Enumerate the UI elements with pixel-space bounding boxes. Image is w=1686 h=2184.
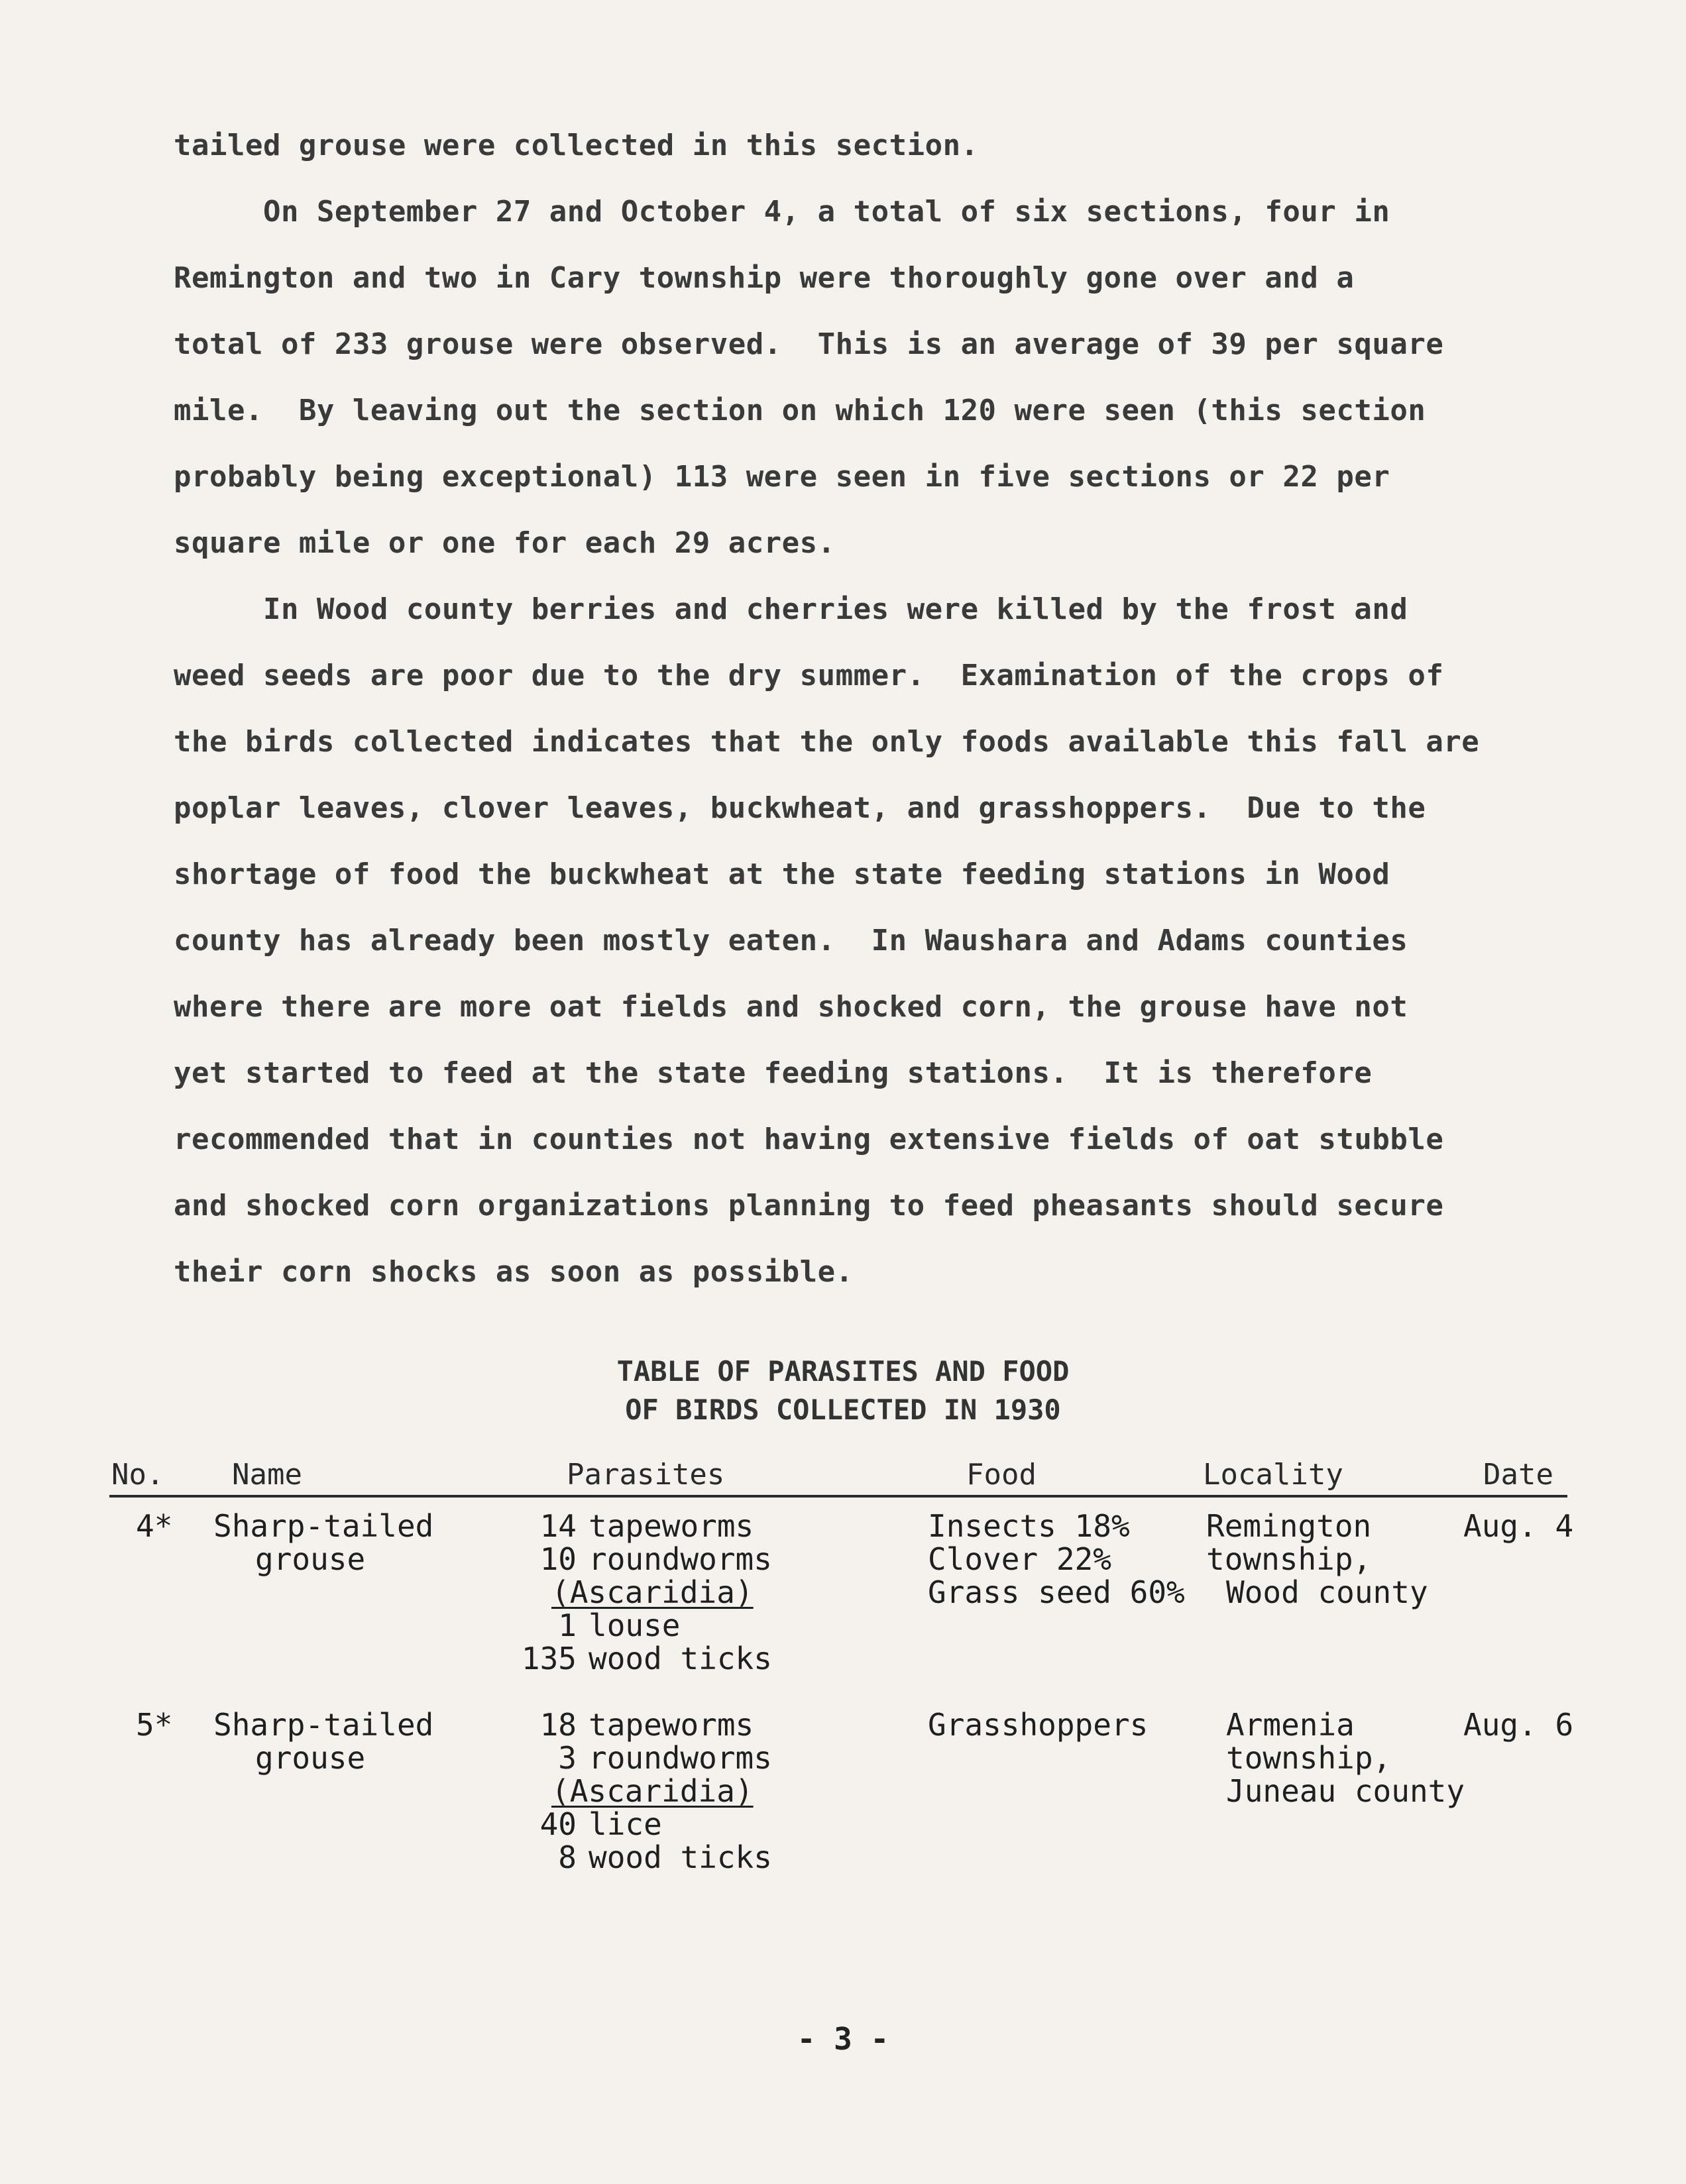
col-header-food: Food (966, 1458, 1037, 1492)
body-line: recommended that in counties not having extensive fields of oat stubble (174, 1122, 1444, 1156)
body-line: tailed grouse were collected in this section. (174, 129, 979, 162)
parasite-name: wood ticks (589, 1839, 772, 1875)
parasite-name: louse (589, 1608, 681, 1643)
body-line: shortage of food the buckwheat at the state feeding stations in Wood (174, 857, 1390, 891)
parasite-count: 8 (558, 1839, 577, 1875)
collection-date: Aug. 6 (1463, 1707, 1574, 1743)
bird-name: grouse (255, 1740, 366, 1776)
body-line: Remington and two in Cary township were thoroughly gone over and a (174, 261, 1355, 295)
bird-name: Sharp-tailed (213, 1707, 434, 1743)
table-subtitle: OF BIRDS COLLECTED IN 1930 (625, 1393, 1061, 1426)
food-item: Insects 18% (928, 1508, 1130, 1544)
col-header-date: Date (1483, 1458, 1553, 1492)
body-line: their corn shocks as soon as possible. (174, 1255, 854, 1289)
col-header-locality: Locality (1203, 1458, 1343, 1492)
body-line: where there are more oat fields and shocked corn, the grouse have not (174, 990, 1408, 1024)
parasite-count: 135 (521, 1641, 577, 1676)
body-line: county has already been mostly eaten. In Waushara and Adams counties (174, 924, 1408, 957)
table-title: TABLE OF PARASITES AND FOOD (616, 1355, 1070, 1388)
body-line: total of 233 grouse were observed. This is an average of 39 per square (174, 327, 1444, 361)
body-line: and shocked corn organizations planning to feed pheasants should secure (174, 1189, 1444, 1223)
locality-line: Juneau county (1226, 1773, 1465, 1809)
parasite-count: 1 (558, 1608, 577, 1643)
body-line: yet started to feed at the state feeding stations. It is therefore (174, 1056, 1373, 1090)
food-item: Clover 22% (928, 1541, 1111, 1577)
collection-date: Aug. 4 (1463, 1508, 1574, 1544)
parasite-name: tapeworms (589, 1707, 754, 1743)
parasite-name: wood ticks (589, 1641, 772, 1676)
parasite-count: 18 (539, 1707, 577, 1743)
parasite-genus: (Ascaridia) (551, 1773, 754, 1809)
col-header-no: No. (111, 1458, 164, 1492)
body-line: square mile or one for each 29 acres. (174, 526, 836, 560)
bird-name: Sharp-tailed (213, 1508, 434, 1544)
col-header-name: Name (232, 1458, 302, 1492)
body-line: the birds collected indicates that the only foods available this fall are (174, 725, 1480, 759)
header-rule (109, 1495, 1567, 1498)
page-number: - 3 - (797, 2021, 889, 2057)
parasite-count: 3 (558, 1740, 577, 1776)
parasite-count: 40 (539, 1806, 577, 1842)
body-line: mile. By leaving out the section on which 120 were seen (this section (174, 394, 1426, 427)
parasite-genus: (Ascaridia) (551, 1574, 754, 1610)
row-number: 5* (136, 1707, 173, 1743)
food-item: Grass seed 60% (928, 1574, 1185, 1610)
locality-line: Armenia (1226, 1707, 1355, 1743)
body-line: In Wood county berries and cherries were killed by the frost and (174, 592, 1408, 626)
locality-line: township, (1206, 1541, 1372, 1577)
parasite-name: roundworms (589, 1740, 772, 1776)
parasite-count: 10 (539, 1541, 577, 1577)
body-line: On September 27 and October 4, a total of six sections, four in (174, 195, 1390, 229)
parasite-count: 14 (539, 1508, 577, 1544)
col-header-parasites: Parasites (567, 1458, 725, 1492)
locality-line: Wood county (1226, 1574, 1428, 1610)
parasite-name: lice (589, 1806, 662, 1842)
body-line: probably being exceptional) 113 were seen in five sections or 22 per (174, 460, 1390, 494)
bird-name: grouse (255, 1541, 366, 1577)
locality-line: township, (1226, 1740, 1392, 1776)
parasite-name: tapeworms (589, 1508, 754, 1544)
locality-line: Remington (1206, 1508, 1372, 1544)
row-number: 4* (136, 1508, 173, 1544)
parasite-name: roundworms (589, 1541, 772, 1577)
body-line: weed seeds are poor due to the dry summer. Examination of the crops of (174, 659, 1444, 692)
body-line: poplar leaves, clover leaves, buckwheat, and grasshoppers. Due to the (174, 791, 1426, 825)
food-item: Grasshoppers (928, 1707, 1149, 1743)
